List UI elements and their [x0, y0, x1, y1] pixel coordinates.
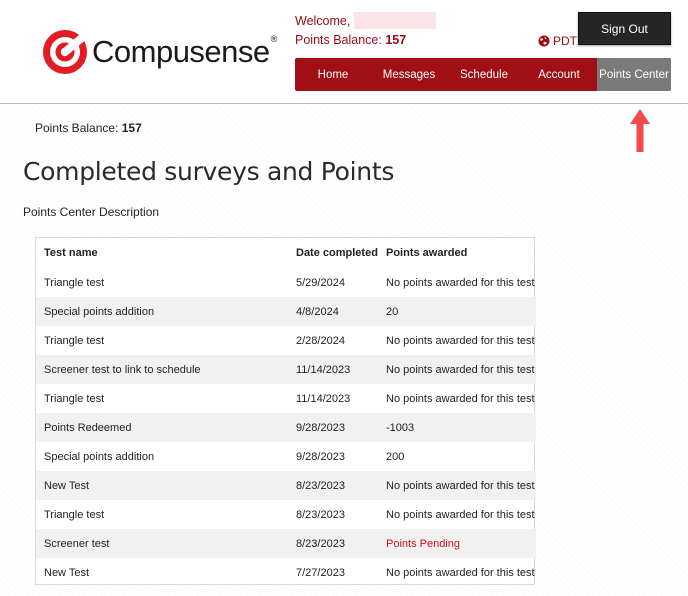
table-row	[36, 355, 536, 384]
cell-points-awarded: No points awarded for this test	[386, 508, 535, 521]
cell-date-completed: 9/28/2023	[288, 413, 378, 442]
compusense-logo[interactable]	[42, 26, 277, 78]
cell-date-completed: 5/29/2024	[296, 276, 345, 289]
header-points-balance	[295, 33, 406, 47]
header-points-balance-value: 157	[385, 33, 407, 47]
cell-points-awarded: 20	[378, 297, 536, 326]
cell-points-awarded: No points awarded for this test	[378, 471, 536, 500]
table-row	[36, 558, 536, 587]
nav-account[interactable]: Account	[538, 68, 580, 81]
cell-date-completed: 7/27/2023	[296, 566, 345, 579]
column-header-test-name[interactable]: Test name	[44, 247, 98, 259]
column-header-date-completed[interactable]: Date completed	[296, 247, 378, 259]
table-row	[36, 471, 536, 500]
points-balance-label: Points Balance:	[35, 121, 119, 135]
compusense-logo-icon	[42, 26, 88, 78]
annotation-arrow-icon	[628, 108, 652, 154]
sign-out-button[interactable]: Sign Out	[578, 12, 671, 45]
nav-schedule[interactable]: Schedule	[460, 68, 508, 81]
table-row	[36, 326, 536, 355]
redacted-username	[354, 12, 436, 29]
cell-date-completed: 2/28/2024	[296, 334, 345, 347]
cell-points-awarded: Points Pending	[378, 529, 536, 558]
cell-date-completed: 8/23/2023	[296, 508, 345, 521]
cell-test-name: New Test	[44, 566, 90, 579]
cell-test-name: Triangle test	[44, 276, 105, 289]
cell-points-awarded: No points awarded for this test	[386, 276, 535, 289]
cell-points-awarded: -1003	[378, 413, 536, 442]
cell-points-awarded: No points awarded for this test	[378, 355, 536, 384]
page-title: Completed surveys and Points	[23, 157, 395, 186]
cell-date-completed: 4/8/2024	[288, 297, 378, 326]
cell-date-completed: 8/23/2023	[288, 529, 378, 558]
welcome-label: Welcome,	[295, 13, 351, 28]
cell-test-name: Special points addition	[36, 297, 288, 326]
cell-test-name: Triangle test	[44, 508, 105, 521]
brand-name: Compusense®	[92, 34, 277, 69]
cell-points-awarded: No points awarded for this test	[386, 566, 535, 579]
header-points-balance-label: Points Balance:	[295, 33, 382, 47]
welcome-message	[295, 12, 436, 29]
table-row	[36, 442, 536, 471]
cell-test-name: Triangle test	[44, 334, 105, 347]
timezone-indicator[interactable]	[538, 34, 577, 48]
nav-home[interactable]: Home	[317, 68, 349, 81]
site-header	[0, 0, 688, 104]
cell-test-name: Screener test	[36, 529, 288, 558]
table-row	[36, 268, 536, 297]
cell-date-completed: 8/23/2023	[288, 471, 378, 500]
cell-test-name: Special points addition	[44, 450, 155, 463]
points-balance-value: 157	[121, 121, 142, 135]
cell-date-completed: 11/14/2023	[296, 392, 351, 405]
timezone-label: PDT	[553, 34, 577, 48]
table-row	[36, 529, 536, 558]
cell-date-completed: 11/14/2023	[288, 355, 378, 384]
nav-points-center[interactable]: Points Center	[597, 58, 671, 91]
main-nav	[295, 58, 671, 91]
cell-points-awarded: 200	[386, 450, 405, 463]
cell-test-name: Triangle test	[44, 392, 105, 405]
table-row	[36, 384, 536, 413]
cell-test-name: Screener test to link to schedule	[36, 355, 288, 384]
column-header-points-awarded[interactable]: Points awarded	[386, 247, 468, 259]
table-header-row	[36, 238, 536, 268]
table-row	[36, 297, 536, 326]
points-history-table	[35, 237, 535, 585]
cell-test-name: New Test	[36, 471, 288, 500]
table-row	[36, 413, 536, 442]
cell-test-name: Points Redeemed	[36, 413, 288, 442]
table-row	[36, 500, 536, 529]
cell-points-awarded: No points awarded for this test	[386, 334, 535, 347]
globe-icon	[538, 35, 550, 47]
cell-points-awarded: No points awarded for this test	[386, 392, 535, 405]
points-balance	[35, 121, 142, 135]
nav-messages[interactable]: Messages	[382, 68, 436, 81]
cell-date-completed: 9/28/2023	[296, 450, 345, 463]
page-description: Points Center Description	[23, 205, 160, 219]
